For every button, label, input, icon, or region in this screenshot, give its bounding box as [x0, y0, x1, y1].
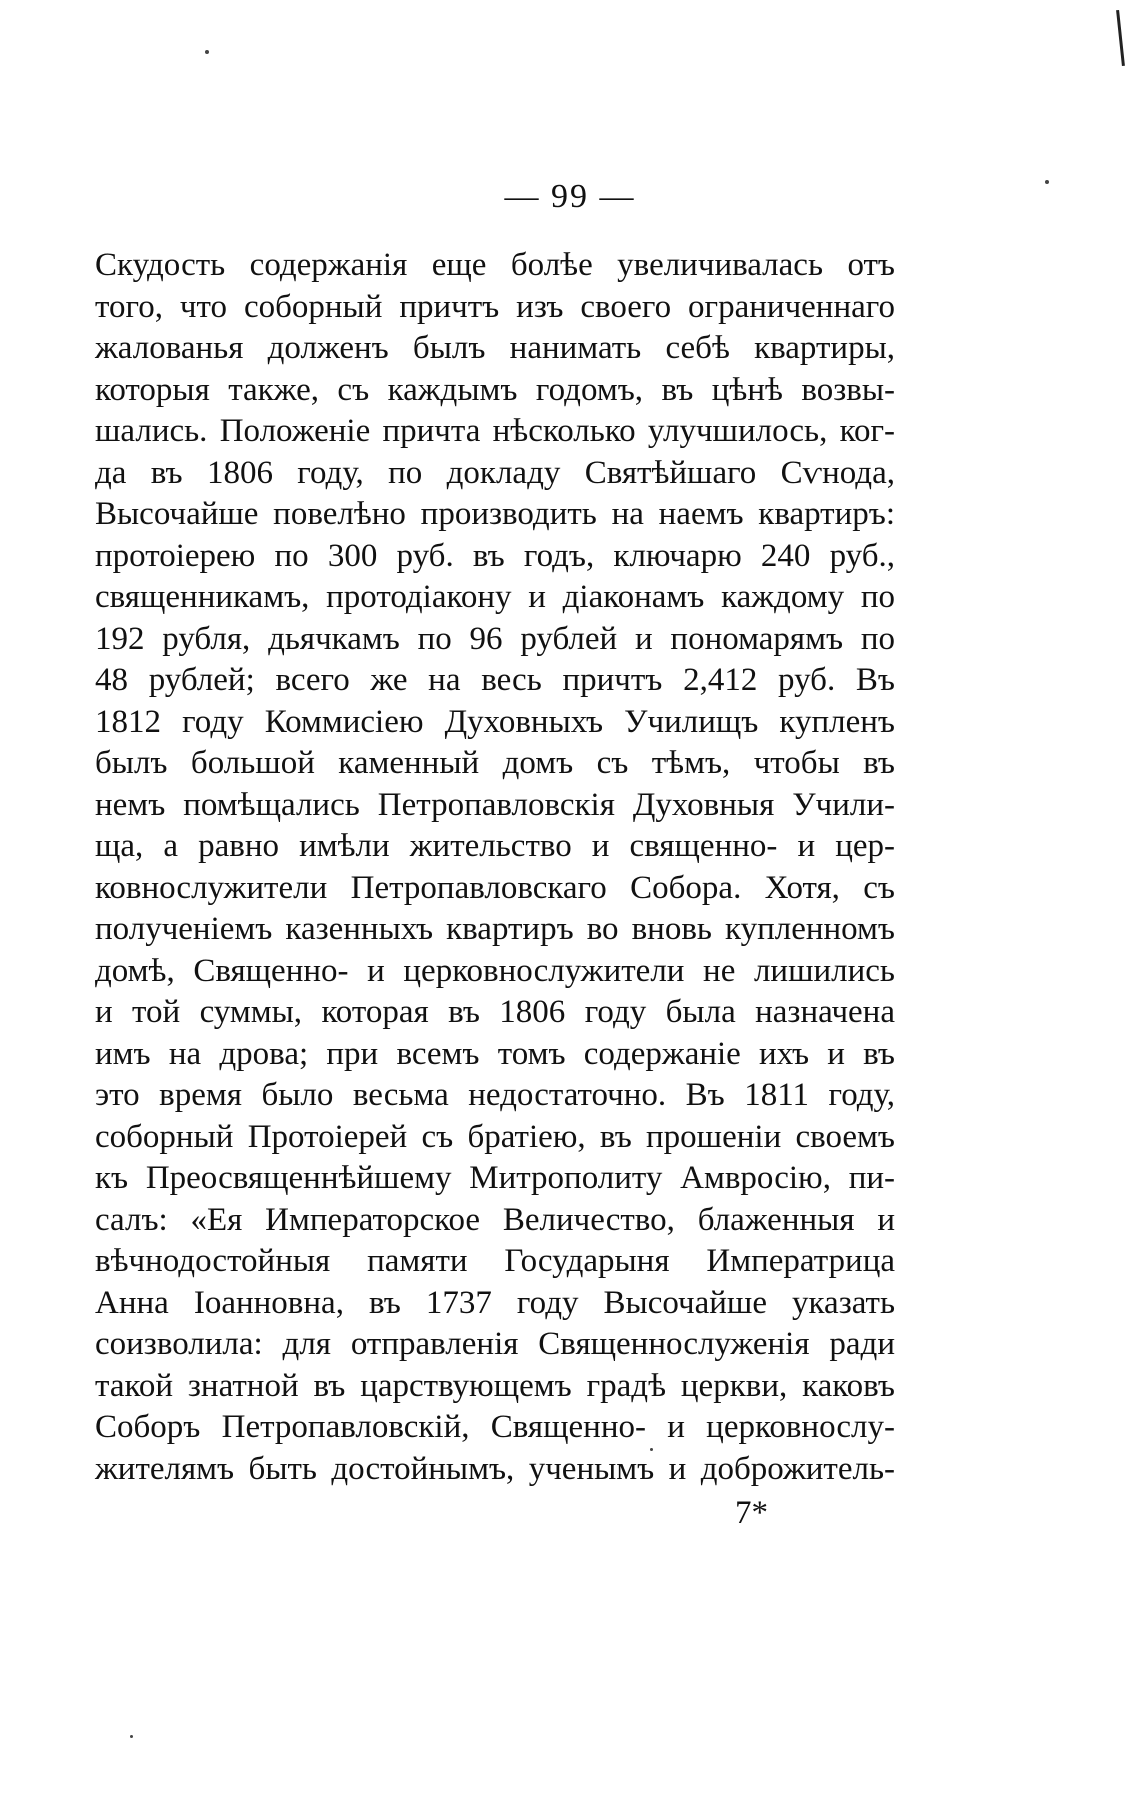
- text-line: Анна Іоанновна, въ 1737 году Высочайше указать: [95, 1284, 895, 1321]
- text-line: 192 рубля, дьячкамъ по 96 рублей и пономарямъ по: [95, 620, 895, 657]
- page-number: — 99 —: [504, 178, 636, 215]
- text-line: жителямъ быть достойнымъ, ученымъ и доброжитель-: [95, 1450, 895, 1487]
- text-line: это время было весьма недостаточно. Въ 1811 году,: [95, 1077, 895, 1113]
- text-line: такой знатной въ царствующемъ градѣ церкви, каковъ: [95, 1367, 895, 1404]
- text-line: соборный Протоіерей съ братіею, въ прошеніи своемъ: [95, 1118, 895, 1155]
- text-line: полученіемъ казенныхъ квартиръ во вновь купленномъ: [95, 911, 895, 947]
- text-line: имъ на дрова; при всемъ томъ содержаніе ихъ и въ: [95, 1035, 895, 1072]
- text-line: священникамъ, протодіакону и діаконамъ каждому по: [95, 579, 895, 615]
- text-line: 1812 году Коммисіею Духовныхъ Училищъ купленъ: [95, 703, 895, 740]
- speck-mark: [205, 50, 209, 54]
- text-line: 48 рублей; всего же на весь причтъ 2,412 руб. Въ: [95, 662, 895, 698]
- text-line: ковнослужители Петропавловскаго Собора. Хотя, съ: [95, 869, 895, 906]
- text-line: ща, а равно имѣли жительство и священно- и цер-: [95, 828, 895, 864]
- text-line: Высочайше повелѣно производить на наемъ квартиръ:: [95, 496, 895, 532]
- text-line: Соборъ Петропавловскій, Священно- и церковнослу-: [95, 1409, 895, 1445]
- text-line: соизволила: для отправленія Священнослуженія ради: [95, 1326, 895, 1362]
- page-edge-shadow: [1116, 10, 1125, 66]
- signature-mark: 7*: [735, 1495, 768, 1531]
- speck-mark: [130, 1735, 133, 1738]
- text-line: немъ помѣщались Петропавловскія Духовныя Учили-: [95, 786, 895, 823]
- text-line: протоіерею по 300 руб. въ годъ, ключарю 240 руб.,: [95, 537, 895, 574]
- text-line: да въ 1806 году, по докладу Святѣйшаго Сѵнода,: [95, 454, 895, 491]
- text-line: къ Преосвященнѣйшему Митрополиту Амвросію, пи-: [95, 1160, 895, 1196]
- text-line: жалованья долженъ былъ нанимать себѣ квартиры,: [95, 330, 895, 366]
- text-line: которыя также, съ каждымъ годомъ, въ цѣнѣ возвы-: [95, 371, 895, 408]
- text-line: вѣчнодостойныя памяти Государыня Императрица: [95, 1243, 895, 1279]
- text-line: шались. Положеніе причта нѣсколько улучшилось, ког-: [95, 413, 895, 449]
- text-line: Скудость содержанія еще болѣе увеличивалась отъ: [95, 247, 895, 283]
- text-line: того, что соборный причтъ изъ своего ограниченнаго: [95, 288, 895, 325]
- text-line: и той суммы, которая въ 1806 году была назначена: [95, 994, 895, 1030]
- body-text: [95, 245, 895, 1490]
- text-line: салъ: «Ея Императорское Величество, блаженныя и: [95, 1201, 895, 1238]
- text-line: былъ большой каменный домъ съ тѣмъ, чтобы въ: [95, 745, 895, 781]
- text-line: домѣ, Священно- и церковнослужители не лишились: [95, 952, 895, 989]
